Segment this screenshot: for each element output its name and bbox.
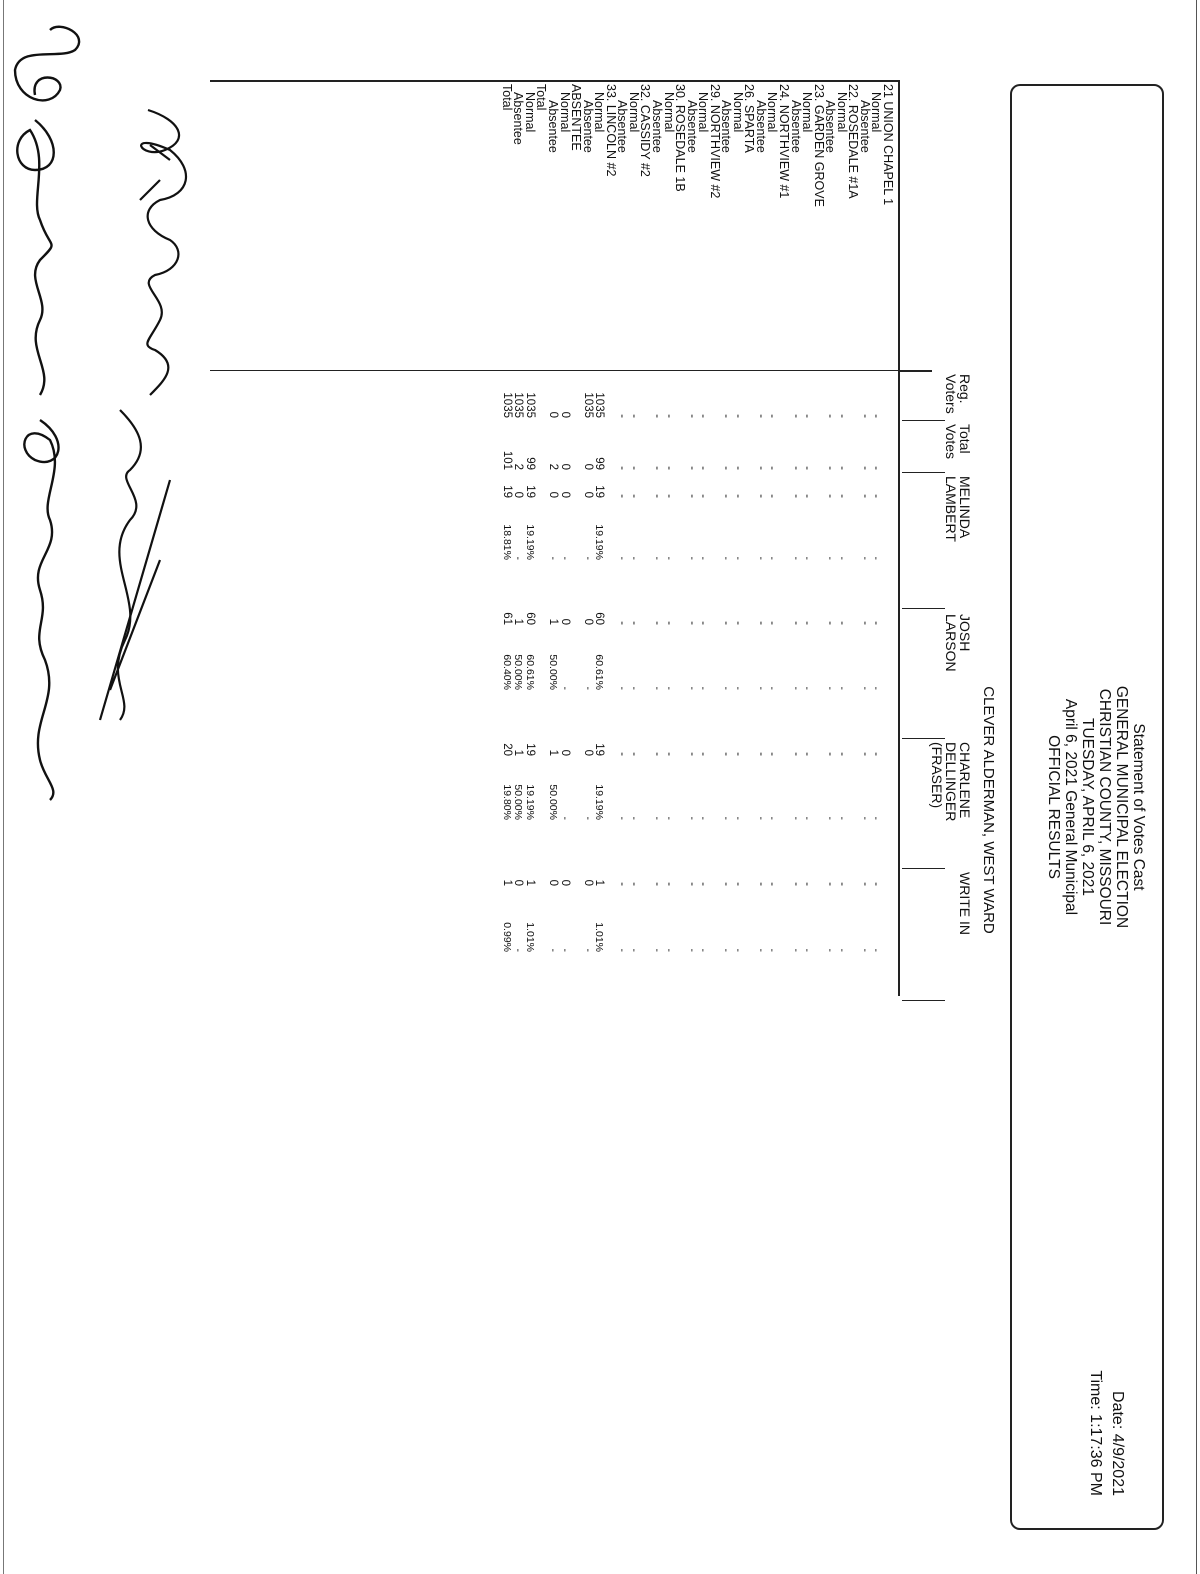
table-cell: 50.00% bbox=[547, 654, 560, 690]
table-cell: - bbox=[754, 494, 767, 498]
table-cell: 19 bbox=[523, 743, 536, 756]
table-cell: - bbox=[789, 494, 802, 498]
table-cell: 50.00% bbox=[512, 784, 525, 820]
table-cell: - bbox=[627, 948, 640, 952]
table-cell: 0 bbox=[547, 879, 560, 886]
table-cell: - bbox=[858, 466, 871, 470]
table-cell: - bbox=[858, 816, 871, 820]
table-cell: - bbox=[766, 414, 779, 418]
table-cell: - bbox=[731, 686, 744, 690]
table-cell: - bbox=[651, 494, 663, 498]
table-cell: - bbox=[616, 494, 629, 498]
table-cell: 1035 bbox=[593, 392, 606, 418]
table-cell: - bbox=[662, 466, 675, 470]
table-cell: - bbox=[697, 752, 710, 756]
table-cell: 0 bbox=[512, 491, 525, 498]
table-cell: - bbox=[731, 466, 744, 470]
col-head-lambert: MELINDA LAMBERT bbox=[943, 476, 973, 542]
table-cell: - bbox=[731, 948, 744, 952]
table-cell: - bbox=[835, 948, 848, 952]
table-cell: - bbox=[616, 816, 629, 820]
table-cell: - bbox=[858, 621, 871, 625]
table-cell: - bbox=[824, 494, 837, 498]
table-cell: - bbox=[512, 948, 525, 952]
table-cell: 0 bbox=[581, 879, 594, 886]
table-cell: - bbox=[685, 816, 698, 820]
table-cell: - bbox=[627, 621, 640, 625]
table-cell: - bbox=[697, 556, 710, 560]
table-cell: - bbox=[685, 494, 698, 498]
table-cell: - bbox=[558, 816, 571, 820]
table-cell: - bbox=[835, 621, 848, 625]
row-label: ABSENTEE bbox=[569, 84, 584, 151]
table-cell: - bbox=[789, 816, 802, 820]
table-cell: 1 bbox=[547, 618, 560, 625]
table-cell: - bbox=[789, 466, 802, 470]
table-cell: - bbox=[731, 494, 744, 498]
table-cell: 60 bbox=[593, 612, 606, 625]
table-cell: - bbox=[766, 686, 779, 690]
table-cell: - bbox=[754, 882, 767, 886]
table-cell: - bbox=[824, 556, 837, 560]
table-cell: - bbox=[558, 556, 571, 560]
table-cell: - bbox=[581, 686, 594, 690]
table-cell: - bbox=[789, 556, 802, 560]
table-cell: - bbox=[858, 686, 871, 690]
table-cell: 1 bbox=[593, 879, 606, 886]
header-line-results: OFFICIAL RESULTS bbox=[1045, 735, 1062, 879]
table-cell: - bbox=[858, 414, 871, 418]
table-cell: 1035 bbox=[500, 392, 513, 418]
table-cell: - bbox=[754, 556, 767, 560]
table-cell: - bbox=[651, 816, 663, 820]
row-label: Absentee bbox=[753, 100, 768, 153]
row-label: Absentee bbox=[580, 100, 595, 153]
row-label: Absentee bbox=[511, 92, 526, 145]
row-label: 26. SPARTA bbox=[742, 84, 757, 153]
table-cell: 1 bbox=[512, 618, 525, 625]
row-label: Absentee bbox=[857, 100, 872, 153]
table-cell: - bbox=[697, 948, 710, 952]
table-cell: - bbox=[558, 948, 571, 952]
table-cell: - bbox=[801, 621, 814, 625]
table-cell: - bbox=[581, 556, 594, 560]
table-cell: - bbox=[685, 686, 698, 690]
table-cell: 19.19% bbox=[593, 524, 606, 560]
table-cell: - bbox=[685, 882, 698, 886]
table-cell: - bbox=[685, 752, 698, 756]
table-cell: - bbox=[512, 556, 525, 560]
table-cell: 2 bbox=[547, 463, 560, 470]
row-label: Total bbox=[499, 84, 514, 111]
table-cell: 1035 bbox=[512, 392, 525, 418]
table-cell: - bbox=[616, 948, 629, 952]
row-label: Absentee bbox=[546, 100, 561, 153]
table-cell: 0 bbox=[547, 491, 560, 498]
table-cell: - bbox=[789, 621, 802, 625]
table-cell: - bbox=[870, 686, 883, 690]
table-cell: - bbox=[789, 752, 802, 756]
table-cell: 1.01% bbox=[593, 922, 606, 952]
row-label: 32. CASSIDY #2 bbox=[638, 84, 653, 177]
table-cell: - bbox=[835, 494, 848, 498]
table-cell: - bbox=[870, 948, 883, 952]
row-label: Normal bbox=[626, 92, 641, 133]
table-cell: - bbox=[789, 948, 802, 952]
table-cell: 18.81% bbox=[500, 524, 513, 560]
table-cell: 0 bbox=[512, 879, 525, 886]
table-cell: - bbox=[824, 621, 837, 625]
table-cell: 0 bbox=[558, 491, 571, 498]
table-cell: 0 bbox=[558, 463, 571, 470]
table-cell: - bbox=[627, 816, 640, 820]
table-cell: - bbox=[685, 948, 698, 952]
row-label: Absentee bbox=[650, 100, 664, 153]
table-cell: - bbox=[720, 686, 733, 690]
col-head-dellinger: CHARLENE DELLINGER (FRASER) bbox=[929, 742, 973, 822]
table-cell: - bbox=[616, 882, 629, 886]
row-label: Normal bbox=[765, 92, 780, 133]
table-cell: 19.19% bbox=[523, 784, 536, 820]
col-head-write-in: WRITE IN bbox=[957, 872, 973, 935]
header-line-day: TUESDAY, APRIL 6, 2021 bbox=[1079, 717, 1096, 897]
table-cell: - bbox=[627, 752, 640, 756]
row-label: Normal bbox=[869, 92, 884, 133]
table-cell: 19.19% bbox=[523, 524, 536, 560]
table-cell: 0 bbox=[547, 411, 560, 418]
table-cell: 60.61% bbox=[593, 654, 606, 690]
table-cell: - bbox=[697, 414, 710, 418]
table-cell: - bbox=[801, 752, 814, 756]
table-cell: - bbox=[627, 556, 640, 560]
table-cell: 99 bbox=[523, 457, 536, 470]
table-cell: - bbox=[697, 882, 710, 886]
table-cell: - bbox=[824, 882, 837, 886]
row-label: Normal bbox=[557, 92, 572, 133]
table-cell: - bbox=[720, 414, 733, 418]
table-cell: - bbox=[731, 816, 744, 820]
signature-1 bbox=[140, 110, 186, 395]
table-cell: - bbox=[789, 414, 802, 418]
table-cell: - bbox=[789, 686, 802, 690]
table-cell: 61 bbox=[500, 612, 513, 625]
table-cell: - bbox=[627, 466, 640, 470]
table-cell: - bbox=[662, 948, 675, 952]
table-cell: - bbox=[870, 494, 883, 498]
table-cell: - bbox=[651, 466, 663, 470]
table-cell: - bbox=[616, 414, 629, 418]
table-cell: - bbox=[720, 466, 733, 470]
table-cell: - bbox=[801, 686, 814, 690]
col-head-reg-voters: Reg. Voters bbox=[943, 374, 973, 414]
table-cell: 1035 bbox=[581, 392, 594, 418]
table-cell: - bbox=[581, 816, 594, 820]
table-cell: - bbox=[616, 621, 629, 625]
table-cell: - bbox=[662, 686, 675, 690]
col-head-total-votes: Total Votes bbox=[943, 424, 973, 460]
table-cell: - bbox=[801, 494, 814, 498]
col-head-larson: JOSH LARSON bbox=[943, 614, 973, 672]
row-label: 23. GARDEN GROVE bbox=[811, 84, 826, 207]
table-cell: - bbox=[789, 882, 802, 886]
table-cell: - bbox=[616, 466, 629, 470]
table-cell: - bbox=[835, 752, 848, 756]
table-cell: - bbox=[720, 752, 733, 756]
table-cell: - bbox=[720, 556, 733, 560]
table-cell: - bbox=[697, 621, 710, 625]
table-cell: 0 bbox=[581, 749, 594, 756]
header-line-statement: Statement of Votes Cast bbox=[1130, 723, 1147, 891]
table-cell: - bbox=[720, 621, 733, 625]
table-cell: 60 bbox=[523, 612, 536, 625]
table-cell: 0.99% bbox=[500, 922, 513, 952]
table-cell: - bbox=[651, 556, 663, 560]
row-label: Absentee bbox=[719, 100, 734, 153]
table-cell: - bbox=[870, 621, 883, 625]
table-cell: - bbox=[731, 556, 744, 560]
table-cell: - bbox=[731, 621, 744, 625]
table-cell: - bbox=[662, 882, 675, 886]
table-cell: - bbox=[824, 816, 837, 820]
row-label: 33. LINCOLN #2 bbox=[603, 84, 618, 177]
table-cell: 19 bbox=[593, 743, 606, 756]
table-cell: - bbox=[662, 556, 675, 560]
table-cell: 1035 bbox=[523, 392, 536, 418]
row-label: 24. NORTHVIEW #1 bbox=[777, 84, 792, 199]
row-label: Total bbox=[534, 84, 549, 111]
table-cell: 0 bbox=[558, 749, 571, 756]
table-cell: - bbox=[824, 466, 837, 470]
table-cell: - bbox=[685, 466, 698, 470]
race-title: CLEVER ALDERMAN, WEST WARD bbox=[980, 686, 997, 934]
table-cell: - bbox=[835, 686, 848, 690]
table-cell: - bbox=[616, 556, 629, 560]
table-cell: - bbox=[801, 414, 814, 418]
row-label: Normal bbox=[696, 92, 711, 133]
row-label: 22. ROSEDALE #1A bbox=[846, 84, 861, 199]
table-cell: - bbox=[651, 621, 663, 625]
table-cell: - bbox=[858, 948, 871, 952]
row-label: 21 UNION CHAPEL 1 bbox=[881, 84, 895, 206]
table-cell: - bbox=[835, 414, 848, 418]
table-cell: - bbox=[720, 948, 733, 952]
table-cell: 19 bbox=[523, 485, 536, 498]
header-line-event: April 6, 2021 General Municipal bbox=[1062, 698, 1079, 916]
table-cell: 0 bbox=[581, 491, 594, 498]
table-cell: 1.01% bbox=[523, 922, 536, 952]
table-cell: - bbox=[766, 948, 779, 952]
table-cell: 50.00% bbox=[512, 654, 525, 690]
table-cell: - bbox=[731, 752, 744, 756]
table-cell: - bbox=[754, 816, 767, 820]
table-cell: - bbox=[824, 686, 837, 690]
table-cell: - bbox=[870, 414, 883, 418]
table-cell: - bbox=[766, 466, 779, 470]
table-cell: - bbox=[835, 882, 848, 886]
table-cell: - bbox=[824, 752, 837, 756]
table-cell: 99 bbox=[593, 457, 606, 470]
table-cell: - bbox=[801, 882, 814, 886]
table-cell: - bbox=[662, 816, 675, 820]
table-cell: 19 bbox=[500, 485, 513, 498]
row-label: Normal bbox=[800, 92, 815, 133]
table-cell: - bbox=[662, 752, 675, 756]
table-cell: - bbox=[697, 494, 710, 498]
table-cell: 1 bbox=[500, 879, 513, 886]
header-line-election: GENERAL MUNICIPAL ELECTION bbox=[1113, 685, 1130, 929]
table-cell: 0 bbox=[558, 411, 571, 418]
table-cell: - bbox=[754, 466, 767, 470]
table-cell: 1 bbox=[512, 749, 525, 756]
table-cell: - bbox=[651, 882, 663, 886]
table-cell: - bbox=[766, 752, 779, 756]
table-cell: - bbox=[662, 414, 675, 418]
table-cell: - bbox=[870, 466, 883, 470]
table-cell: - bbox=[858, 494, 871, 498]
table-cell: - bbox=[801, 466, 814, 470]
report-date: Date: 4/9/2021 bbox=[1109, 1391, 1126, 1496]
table-cell: - bbox=[754, 686, 767, 690]
table-cell: - bbox=[720, 882, 733, 886]
table-cell: - bbox=[697, 816, 710, 820]
table-cell: - bbox=[870, 882, 883, 886]
row-label: Normal bbox=[522, 92, 537, 133]
row-label: Normal bbox=[592, 92, 607, 133]
row-label: Normal bbox=[730, 92, 745, 133]
table-cell: - bbox=[627, 882, 640, 886]
table-cell: - bbox=[731, 414, 744, 418]
report-time: Time: 1:17:36 PM bbox=[1087, 1370, 1104, 1496]
table-cell: 1 bbox=[547, 749, 560, 756]
table-cell: - bbox=[651, 752, 663, 756]
table-cell: - bbox=[766, 556, 779, 560]
row-label: Absentee bbox=[823, 100, 838, 153]
table-cell: 19.19% bbox=[593, 784, 606, 820]
table-cell: - bbox=[766, 882, 779, 886]
table-cell: - bbox=[870, 816, 883, 820]
table-cell: - bbox=[824, 948, 837, 952]
table-cell: 0 bbox=[558, 618, 571, 625]
table-cell: - bbox=[870, 556, 883, 560]
table-cell: - bbox=[616, 752, 629, 756]
table-cell: - bbox=[697, 466, 710, 470]
table-cell: 20 bbox=[500, 743, 513, 756]
table-cell: 2 bbox=[512, 463, 525, 470]
signature-2 bbox=[15, 27, 79, 800]
table-cell: 60.61% bbox=[523, 654, 536, 690]
table-cell: - bbox=[754, 752, 767, 756]
table-cell: 19 bbox=[593, 485, 606, 498]
table-cell: - bbox=[627, 686, 640, 690]
table-cell: - bbox=[547, 948, 560, 952]
table-cell: - bbox=[627, 414, 640, 418]
table-cell: - bbox=[731, 882, 744, 886]
table-cell: - bbox=[581, 948, 594, 952]
table-cell: - bbox=[720, 494, 733, 498]
table-cell: - bbox=[766, 621, 779, 625]
table-cell: - bbox=[801, 556, 814, 560]
table-cell: 101 bbox=[500, 450, 513, 470]
row-label: Absentee bbox=[615, 100, 630, 153]
table-cell: - bbox=[685, 621, 698, 625]
signature-3 bbox=[100, 410, 170, 720]
row-label: Absentee bbox=[788, 100, 803, 153]
table-cell: - bbox=[801, 816, 814, 820]
table-cell: 0 bbox=[581, 463, 594, 470]
row-label: Normal bbox=[661, 92, 676, 133]
table-cell: - bbox=[858, 752, 871, 756]
table-cell: - bbox=[766, 494, 779, 498]
table-cell: - bbox=[697, 686, 710, 690]
table-cell: 1 bbox=[523, 879, 536, 886]
table-cell: - bbox=[651, 948, 663, 952]
row-label: Absentee bbox=[684, 100, 699, 153]
table-cell: - bbox=[547, 556, 560, 560]
table-cell: - bbox=[801, 948, 814, 952]
table-cell: - bbox=[627, 494, 640, 498]
row-label: 29. NORTHVIEW #2 bbox=[707, 84, 722, 199]
table-cell: - bbox=[824, 414, 837, 418]
table-cell: 60.40% bbox=[500, 654, 513, 690]
table-cell: - bbox=[720, 816, 733, 820]
table-cell: - bbox=[685, 556, 698, 560]
table-cell: - bbox=[754, 621, 767, 625]
table-cell: - bbox=[662, 494, 675, 498]
table-cell: - bbox=[558, 686, 571, 690]
table-cell: - bbox=[858, 556, 871, 560]
table-cell: 50.00% bbox=[547, 784, 560, 820]
table-cell: 0 bbox=[581, 618, 594, 625]
table-cell: - bbox=[685, 414, 698, 418]
table-cell: 19.80% bbox=[500, 784, 513, 820]
table-cell: - bbox=[766, 816, 779, 820]
header-line-county: CHRISTIAN COUNTY, MISSOURI bbox=[1096, 688, 1113, 926]
table-cell: - bbox=[754, 948, 767, 952]
table-cell: - bbox=[858, 882, 871, 886]
row-label: 30. ROSEDALE 1B bbox=[673, 84, 688, 192]
row-label: Normal bbox=[834, 92, 849, 133]
table-cell: - bbox=[835, 816, 848, 820]
table-cell: - bbox=[835, 556, 848, 560]
table-cell: 0 bbox=[558, 879, 571, 886]
table-cell: - bbox=[870, 752, 883, 756]
table-cell: - bbox=[616, 686, 629, 690]
table-cell: - bbox=[651, 686, 663, 690]
table-cell: - bbox=[651, 414, 663, 418]
table-cell: - bbox=[835, 466, 848, 470]
table-cell: - bbox=[754, 414, 767, 418]
table-cell: - bbox=[662, 621, 675, 625]
